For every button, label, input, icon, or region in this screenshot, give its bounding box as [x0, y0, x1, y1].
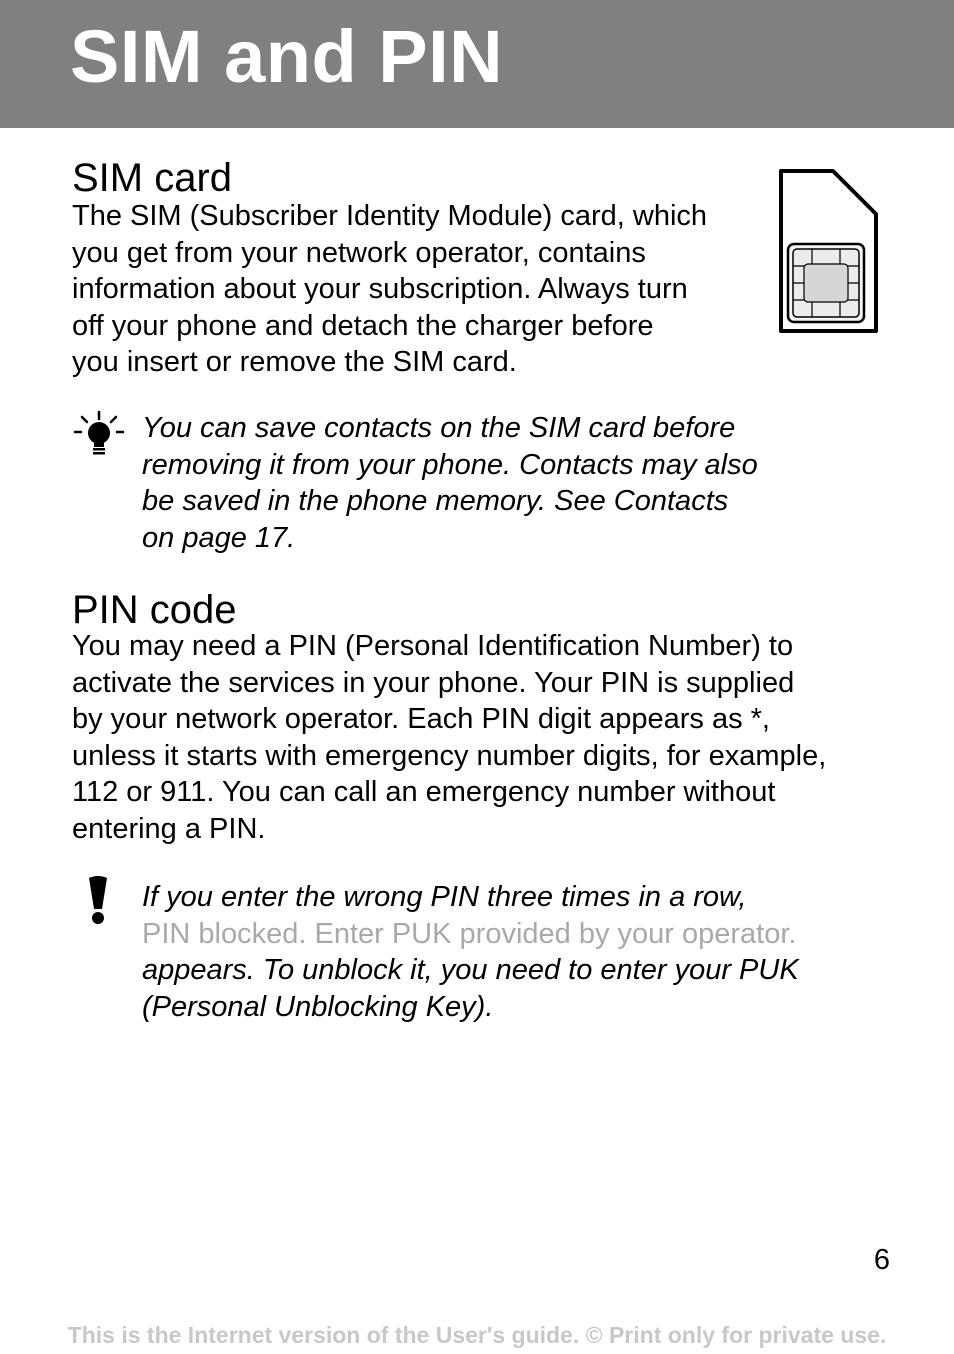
tip-note-text — [142, 410, 758, 556]
warning-note-text — [142, 879, 799, 1025]
tip-note-line: be saved in the phone memory. See Contacts — [142, 485, 729, 517]
warning-note-line: appears. To unblock it, you need to enter your PUK — [142, 954, 799, 986]
pin-code-body-line: by your network operator. Each PIN digit appears as *, — [72, 703, 770, 735]
tip-note-line: on page 17. — [142, 521, 296, 554]
exclamation-icon — [84, 874, 112, 926]
pin-code-heading: PIN code — [72, 588, 237, 632]
footer-note: This is the Internet version of the User's guide. © Print only for private use. — [67, 1322, 887, 1348]
sim-card-body-line: The SIM (Subscriber Identity Module) card, which — [72, 200, 708, 232]
pin-code-body-line: unless it starts with emergency number digits, for example, — [72, 739, 827, 772]
header-band — [0, 0, 954, 128]
page-title: SIM and PIN — [70, 15, 504, 98]
sim-card-body-line: you get from your network operator, contains — [72, 236, 646, 269]
tip-note-line: You can save contacts on the SIM card before — [142, 412, 736, 444]
sim-card-body — [72, 198, 707, 381]
warning-note-line: If you enter the wrong PIN three times in a row, — [142, 881, 747, 913]
sim-card-body-line: you insert or remove the SIM card. — [72, 346, 517, 378]
sim-card-body-line: off your phone and detach the charger before — [72, 309, 654, 342]
page-number: 6 — [873, 1244, 890, 1276]
sim-card-icon — [776, 168, 880, 336]
pin-code-body — [72, 628, 826, 847]
pin-code-body-line: You may need a PIN (Personal Identification Number) to — [72, 630, 794, 662]
sim-card-body-line: information about your subscription. Always turn — [72, 273, 688, 305]
sim-card-heading: SIM card — [72, 156, 233, 200]
pin-code-body-line: activate the services in your phone. Your PIN is supplied — [72, 666, 795, 699]
warning-note-line: (Personal Unblocking Key). — [142, 990, 494, 1023]
tip-note-line: removing it from your phone. Contacts may also — [142, 448, 758, 481]
pin-code-body-line: 112 or 911. You can call an emergency number without — [72, 776, 776, 808]
lightbulb-icon — [72, 410, 126, 460]
pin-blocked-screen-message: PIN blocked. Enter PUK provided by your operator. — [142, 917, 797, 950]
pin-code-body-line: entering a PIN. — [72, 812, 266, 845]
